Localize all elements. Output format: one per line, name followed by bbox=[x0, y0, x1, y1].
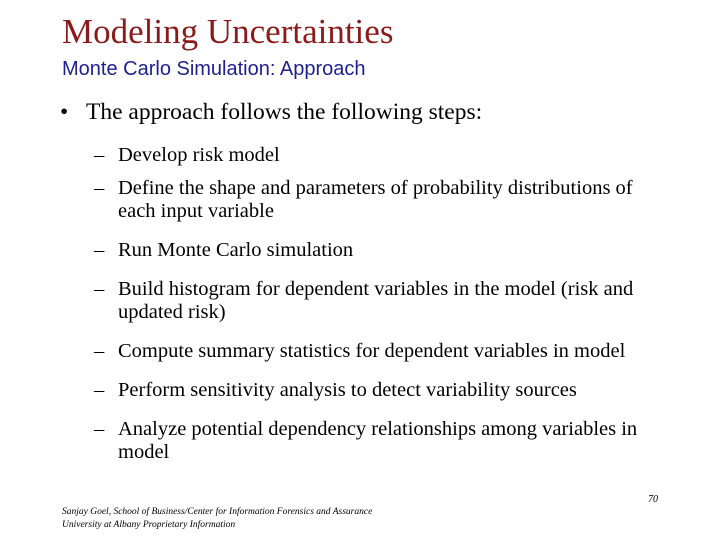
step-dash: – bbox=[94, 340, 105, 362]
step-text: Analyze potential dependency relationships among variables in model bbox=[118, 418, 638, 463]
step-dash: – bbox=[94, 379, 105, 401]
step-dash: – bbox=[94, 418, 105, 440]
step-dash: – bbox=[94, 278, 105, 300]
footer-author-line: Sanjay Goel, School of Business/Center for Information Forensics and Assurance bbox=[62, 507, 373, 517]
step-text: Run Monte Carlo simulation bbox=[118, 239, 354, 261]
step-item bbox=[94, 418, 674, 464]
slide-subtitle: Monte Carlo Simulation: Approach bbox=[62, 58, 366, 80]
step-text: Compute summary statistics for dependent variables in model bbox=[118, 340, 626, 362]
step-item bbox=[94, 379, 674, 402]
main-bullet bbox=[60, 98, 482, 126]
steps-list bbox=[94, 144, 674, 480]
step-item bbox=[94, 278, 674, 324]
step-dash: – bbox=[94, 239, 105, 261]
bullet-marker: • bbox=[60, 99, 69, 125]
step-text: Perform sensitivity analysis to detect variability sources bbox=[118, 379, 577, 401]
page-number: 70 bbox=[648, 494, 658, 505]
slide-title: Modeling Uncertainties bbox=[62, 12, 394, 51]
main-bullet-text: The approach follows the following steps: bbox=[86, 99, 483, 125]
step-dash: – bbox=[94, 144, 105, 166]
step-item bbox=[94, 340, 674, 363]
step-text: Build histogram for dependent variables in the model (risk and updated risk) bbox=[118, 278, 634, 323]
step-text: Develop risk model bbox=[118, 144, 280, 166]
step-item bbox=[94, 177, 674, 223]
step-text: Define the shape and parameters of probability distributions of each input variable bbox=[118, 177, 633, 222]
step-dash: – bbox=[94, 177, 105, 199]
slide-footer bbox=[62, 506, 372, 532]
step-item bbox=[94, 239, 674, 262]
step-item bbox=[94, 144, 674, 167]
footer-proprietary-line: University at Albany Proprietary Information bbox=[62, 520, 236, 530]
